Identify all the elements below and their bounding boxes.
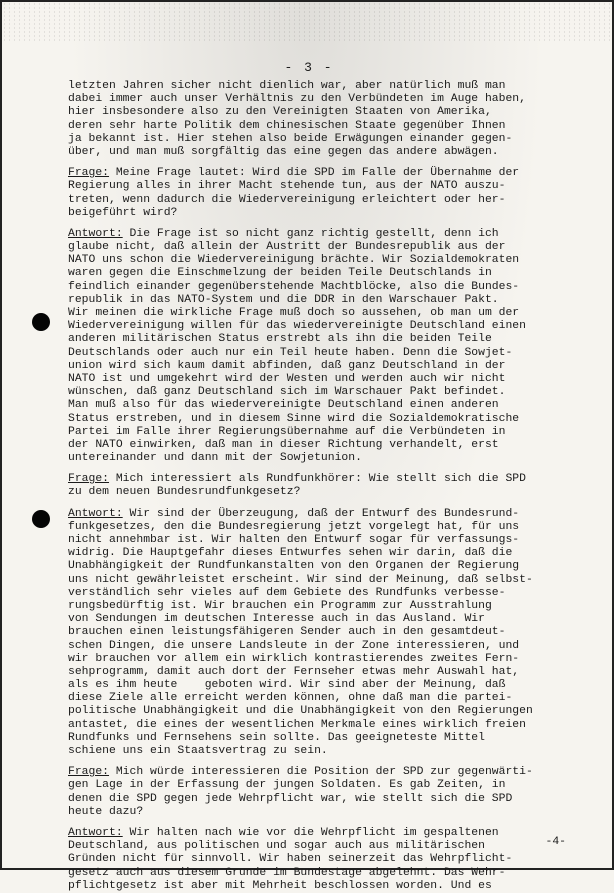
next-page-marker: -4-	[545, 836, 566, 848]
speaker-label: Frage:	[68, 473, 110, 486]
speaker-label: Antwort:	[68, 826, 123, 839]
text-line: Deutschlands oder auch nur ein Teil heute haben. Denn die Sowjet-	[68, 346, 513, 359]
question-block	[68, 473, 608, 499]
question-block	[68, 167, 608, 220]
text-line: Status erstreben, und in diesem Sinne wird die Sozialdemokratische	[68, 412, 520, 425]
text-line: brauchen einen leistungsfähigeren Sender auch in den gesamtdeut-	[68, 626, 506, 639]
text-line: schiene uns ein Staatsvertrag zu sein.	[68, 745, 328, 757]
text-line	[68, 766, 608, 779]
speaker-label: Antwort:	[68, 227, 123, 240]
text-line: anderen militärischen Status erstrebt als ihn die beiden Teile	[68, 333, 492, 346]
page-content	[68, 80, 608, 893]
text-line: pflichtgesetz ist aber mit Mehrheit beschlossen worden. Und es	[68, 879, 492, 892]
text-line: ja bekannt ist. Hier stehen also beide Erwägungen einander gegen-	[68, 132, 513, 145]
text-line: denen die SPD gegen jede Wehrpflicht war, wie stellt sich die SPD	[68, 792, 513, 805]
block-gap	[68, 758, 608, 766]
line-text: Die Frage ist so nicht ganz richtig gestellt, denn ich	[122, 227, 499, 240]
text-line: waren gegen die Einschmelzung der beiden Teile Deutschlands in	[68, 267, 492, 280]
text-line	[68, 167, 608, 180]
text-line: Man muß also für das wiedervereinigte Deutschland einen anderen	[68, 399, 499, 412]
text-line: gesetz auch aus diesem Grunde im Bundestage abgelehnt. Das Wehr-	[68, 866, 506, 879]
text-line	[68, 508, 608, 521]
block-gap	[68, 465, 608, 473]
speaker-label: Antwort:	[68, 507, 123, 520]
text-line	[68, 228, 608, 241]
answer-block	[68, 508, 608, 759]
text-line: wünschen, daß ganz Deutschland sich im Warschauer Pakt befindet.	[68, 386, 506, 399]
text-line: letzten Jahren sicher nicht dienlich war, aber natürlich muß man	[68, 80, 506, 92]
qa-blocks	[68, 159, 608, 893]
text-line: diese Ziele alle erreicht werden können, ohne daß man die partei-	[68, 692, 513, 705]
text-line: beigeführt wird?	[68, 206, 178, 219]
speaker-label: Frage:	[68, 766, 110, 779]
text-line: NATO ist und umgekehrt wird der Westen und werden auch wir nicht	[68, 372, 506, 385]
text-line: als es ihm heute geboten wird. Wir sind aber der Meinung, daß	[68, 679, 506, 692]
text-line: Wiedervereinigung willen für das wiedervereinigte Deutschland einen	[68, 320, 526, 333]
text-line: zu dem neuen Bundesrundfunkgesetz?	[68, 486, 301, 499]
answer-block	[68, 827, 608, 893]
text-line: treten, wenn dadurch die Wiedervereinigung erleichtert oder her-	[68, 193, 506, 206]
text-line: über, und man muß sorgfältig das eine gegen das andere abwägen.	[68, 145, 499, 158]
text-line: Partei im Falle ihrer Regierungsübernahme auf die Verbündeten in	[68, 425, 506, 438]
text-line: verständlich sehr vieles auf dem Gebiete des Rundfunks verbesse-	[68, 586, 506, 599]
page-number: - 3 -	[284, 60, 334, 75]
text-line: widrig. Die Hauptgefahr dieses Entwurfes sehen wir darin, daß die	[68, 547, 513, 560]
text-line	[68, 473, 608, 486]
answer-block	[68, 228, 608, 465]
text-line: deren sehr harte Politik dem chinesischen Staate gegenüber Ihnen	[68, 119, 506, 132]
text-line: Unabhängigkeit der Rundfunkanstalten von den Organen der Regierung	[68, 560, 520, 573]
text-line: glaube nicht, daß allein der Austritt der Bundesrepublik aus der	[68, 241, 506, 254]
text-line: dabei immer auch unser Verhältnis zu den Verbündeten im Auge haben,	[68, 93, 526, 106]
text-line: schen Dingen, die unsere Landsleute in der Zone interessieren, und	[68, 639, 520, 652]
punch-hole	[32, 313, 50, 331]
speaker-label: Frage:	[68, 167, 110, 180]
line-text: Wir sind der Überzeugung, daß der Entwurf des Bundesrund-	[122, 507, 520, 520]
text-line: wir brauchen vor allem ein wirklich kontrastierendes zweites Fern-	[68, 652, 520, 665]
text-line: gen Lage in der Erfassung der jungen Soldaten. Es gab Zeiten, in	[68, 779, 506, 792]
text-line: NATO uns schon die Wiedervereinigung brächte. Wir Sozialdemokraten	[68, 254, 520, 267]
block-gap	[68, 220, 608, 228]
line-text: Meine Frage lautet: Wird die SPD im Falle der Übernahme der	[109, 167, 520, 180]
text-line: antastet, die eines der wesentlichen Merkmale eines wirklich freien	[68, 718, 526, 731]
line-text: Wir halten nach wie vor die Wehrpflicht im gespaltenen	[122, 826, 499, 839]
block-gap	[68, 819, 608, 827]
text-line: Rundfunks und Fernsehens sein sollte. Das geeigneteste Mittel	[68, 731, 485, 744]
question-block	[68, 766, 608, 819]
text-line: von Sendungen im deutschen Interesse auch in das Ausland. Wir	[68, 613, 485, 626]
text-line: Deutschland, aus politischen und sogar auch aus militärischen	[68, 840, 485, 853]
text-line: Regierung alles in ihrer Macht stehende tun, aus der NATO auszu-	[68, 180, 506, 193]
text-line: nicht annehmbar ist. Wir halten den Entwurf sogar für verfassungs-	[68, 534, 520, 546]
block-gap	[68, 159, 608, 167]
text-line: feindlich einander gegenüberstehende Machtblöcke, also die Bundes-	[68, 280, 520, 293]
text-line: Wir meinen die wirkliche Frage muß doch so aussehen, ob man um der	[68, 307, 520, 319]
text-line: Gründen nicht für sinnvoll. Wir haben seinerzeit das Wehrpflicht-	[68, 853, 513, 866]
text-line: rungsbedürftig ist. Wir brauchen ein Programm zur Ausstrahlung	[68, 599, 492, 612]
text-line: untereinander und dann mit der Sowjetunion.	[68, 452, 362, 465]
block-gap	[68, 500, 608, 508]
text-line: hier insbesondere also zu den Vereinigten Staaten von Amerika,	[68, 106, 492, 119]
text-line: der NATO einwirken, daß man in dieser Richtung verhandelt, erst	[68, 438, 499, 451]
text-line: heute dazu?	[68, 805, 144, 818]
line-text: Mich interessiert als Rundfunkhörer: Wie stellt sich die SPD	[109, 473, 526, 486]
text-line: republik in das NATO-System und die DDR in den Warschauer Pakt.	[68, 293, 499, 306]
text-line: funkgesetzes, den die Bundesregierung jetzt vorgelegt hat, für uns	[68, 520, 520, 533]
continuation-paragraph	[68, 80, 608, 159]
text-line: politische Unabhängigkeit und die Unabhängigkeit von den Regierungen	[68, 705, 533, 718]
text-line: uns nicht gewährleistet erscheint. Wir sind der Meinung, daß selbst-	[68, 573, 533, 586]
line-text: Mich würde interessieren die Position der SPD zur gegenwärti-	[109, 766, 533, 779]
scan-noise	[2, 2, 614, 42]
text-line	[68, 827, 608, 840]
text-line: union wird sich kaum damit abfinden, daß ganz Deutschland in der	[68, 359, 506, 372]
text-line: sehprogramm, damit auch dort der Fernseher etwas mehr Auswahl hat,	[68, 665, 520, 678]
punch-hole	[32, 510, 50, 528]
